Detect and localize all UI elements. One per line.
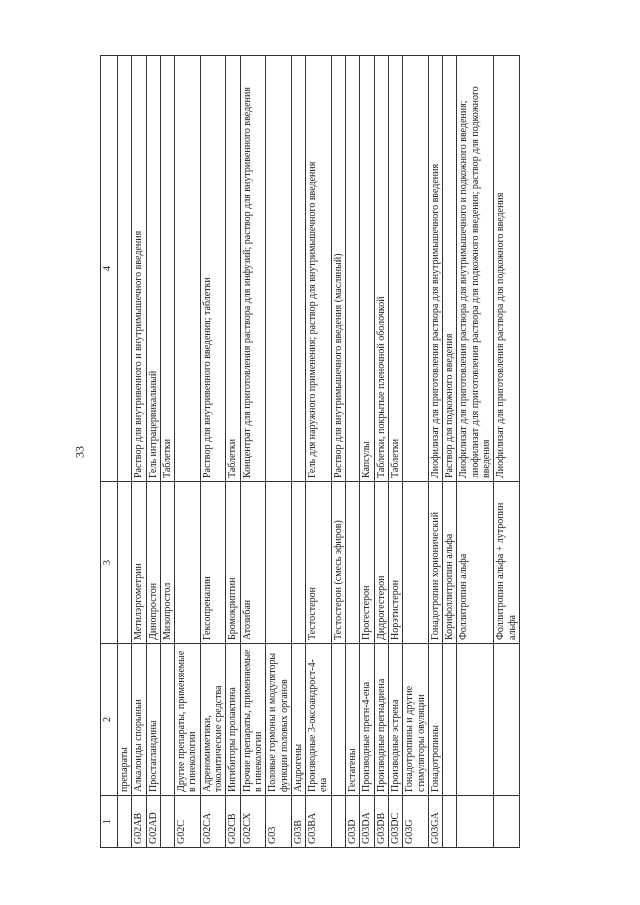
cell-group: Гонадотропины и другие стимуляторы овуляции [403,644,429,796]
cell-dosage-forms: Раствор для внутривенного и внутримышечного введения [132,56,146,482]
table-row [403,56,429,848]
cell-group: Прочие препараты, применяемые в гинекологии [240,644,266,796]
cell-group: Другие препараты, применяемые в гинекологии [175,644,201,796]
cell-group: препараты [118,644,132,796]
cell-dosage-forms: Раствор для внутривенного введения; таблетки [200,56,226,482]
cell-group [443,644,457,796]
table-row [240,56,266,848]
cell-dosage-forms: Капсулы [360,56,374,482]
table-row [291,56,305,848]
cell-code: G02AB [132,796,146,848]
table-row [374,56,388,848]
cell-code: G03DC [388,796,402,848]
cell-group: Алкалоиды спорыньи [132,644,146,796]
cell-code: G02AD [146,796,160,848]
cell-substance: Тестостерон (смесь эфиров) [331,482,345,644]
cell-substance: Динопростон [146,482,160,644]
table-row [306,56,332,848]
cell-dosage-forms: Таблетки [388,56,402,482]
table-row [200,56,226,848]
cell-dosage-forms: Таблетки, покрытые пленочной оболочкой [374,56,388,482]
cell-code [160,796,174,848]
cell-dosage-forms: Лиофилизат для приготовления раствора для внутримышечного введения [428,56,442,482]
cell-code [331,796,345,848]
cell-code: G03BA [306,796,332,848]
drug-classification-table [100,55,520,848]
cell-group [457,644,494,796]
cell-substance: Атозибан [240,482,266,644]
cell-code: G03 [266,796,292,848]
cell-substance: Бромокриптин [226,482,240,644]
cell-code: G02C [175,796,201,848]
cell-substance: Фоллитропин альфа + лутропин альфа [494,482,520,644]
table-row [443,56,457,848]
cell-group [331,644,345,796]
table-row [160,56,174,848]
cell-substance [346,482,360,644]
cell-code [443,796,457,848]
cell-substance [175,482,201,644]
cell-substance: Норэтистерон [388,482,402,644]
cell-code: G03GA [428,796,442,848]
table-row [457,56,494,848]
table-row [494,56,520,848]
cell-code: G02CB [226,796,240,848]
table-row [428,56,442,848]
cell-code: G03DB [374,796,388,848]
table-row [388,56,402,848]
cell-substance: Тестостерон [306,482,332,644]
table-row [132,56,146,848]
cell-code [118,796,132,848]
cell-group: Простагландины [146,644,160,796]
page-number: 33 [72,446,87,458]
cell-substance: Дидрогестерон [374,482,388,644]
header-cell-3: 3 [101,482,118,644]
cell-dosage-forms: Раствор для внутримышечного введения (масляный) [331,56,345,482]
cell-dosage-forms: Гель интрацервикальный [146,56,160,482]
cell-dosage-forms: Лиофилизат для приготовления раствора для внутримышечного и подкожного введения; лиофилизат для приготовления раствора для подкожного введения; раствор для подкожного введения [457,56,494,482]
header-cell-4: 4 [101,56,118,482]
rotated-page-content [100,56,587,848]
cell-dosage-forms [118,56,132,482]
cell-substance: Прогестерон [360,482,374,644]
cell-group: Гонадотропины [428,644,442,796]
cell-substance [118,482,132,644]
table-row [226,56,240,848]
cell-dosage-forms: Лиофилизат для приготовления раствора для подкожного введения [494,56,520,482]
cell-group [160,644,174,796]
cell-substance [266,482,292,644]
header-cell-2: 2 [101,644,118,796]
cell-code [494,796,520,848]
table-row [346,56,360,848]
cell-group: Производные прегн-4-ена [360,644,374,796]
header-cell-1: 1 [101,796,118,848]
cell-code: G03B [291,796,305,848]
cell-code [457,796,494,848]
cell-substance: Гексопреналин [200,482,226,644]
cell-group: Адреномиметики, токолитические средства [200,644,226,796]
cell-code: G02CX [240,796,266,848]
table-row [175,56,201,848]
table-row [266,56,292,848]
cell-group: Производные прегнадиена [374,644,388,796]
cell-group: Андрогены [291,644,305,796]
cell-substance: Корифоллитропин альфа [443,482,457,644]
table-row [331,56,345,848]
cell-group: Производные 3-оксоандрост-4-ена [306,644,332,796]
cell-dosage-forms [266,56,292,482]
cell-dosage-forms: Таблетки [160,56,174,482]
cell-group: Половые гормоны и модуляторы функции половых органов [266,644,292,796]
table-row [360,56,374,848]
cell-dosage-forms: Концентрат для приготовления раствора для инфузий; раствор для внутривенного введения [240,56,266,482]
cell-group [494,644,520,796]
cell-code: G03G [403,796,429,848]
cell-substance: Гонадотропин хорионический [428,482,442,644]
cell-group: Гестагены [346,644,360,796]
table-header-row [101,56,118,848]
cell-dosage-forms [175,56,201,482]
rotated-table-container [100,56,587,848]
cell-dosage-forms: Раствор для подкожного введения [443,56,457,482]
cell-group: Ингибиторы пролактина [226,644,240,796]
cell-dosage-forms [346,56,360,482]
table-row [146,56,160,848]
cell-code: G03D [346,796,360,848]
cell-substance: Фоллитропин альфа [457,482,494,644]
table-row [118,56,132,848]
cell-code: G03DA [360,796,374,848]
cell-substance [403,482,429,644]
cell-dosage-forms: Таблетки [226,56,240,482]
cell-code: G02CA [200,796,226,848]
cell-substance: Метилэргометрин [132,482,146,644]
cell-dosage-forms [291,56,305,482]
cell-dosage-forms [403,56,429,482]
cell-group: Производные эстрена [388,644,402,796]
cell-substance [291,482,305,644]
cell-substance: Мизопростол [160,482,174,644]
cell-dosage-forms: Гель для наружного применения; раствор для внутримышечного введения [306,56,332,482]
